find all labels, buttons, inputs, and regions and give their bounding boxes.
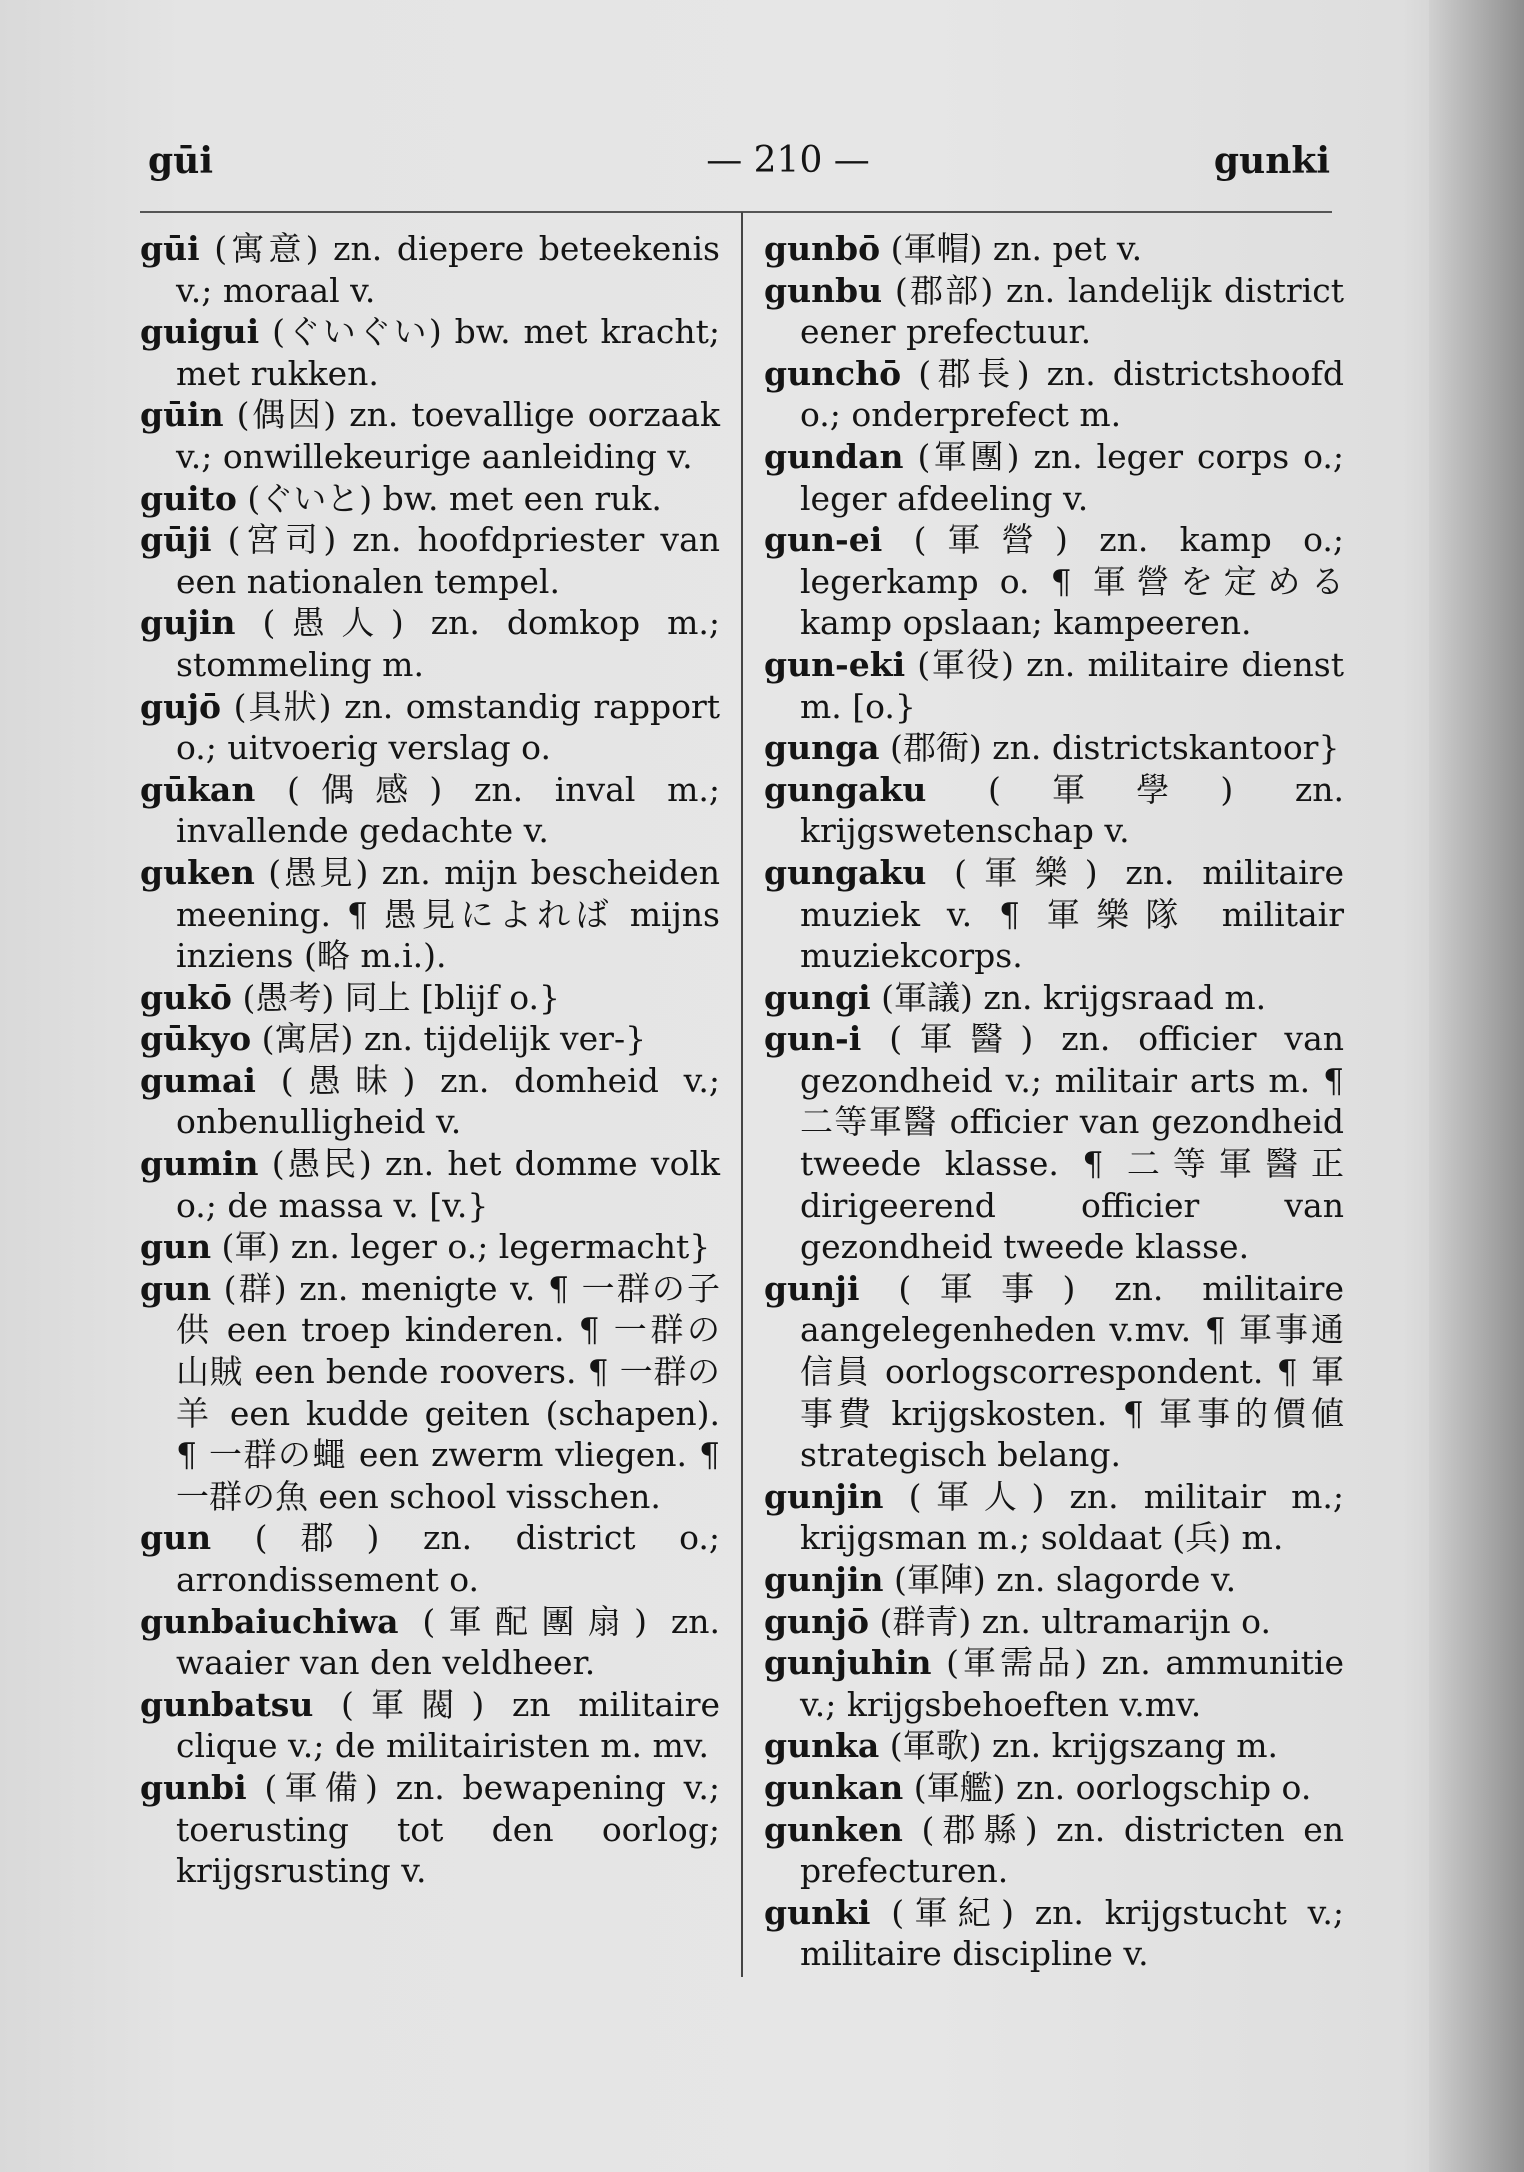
dictionary-entry	[764, 769, 1344, 852]
dictionary-entry	[764, 644, 1344, 727]
entry-headword: guito	[140, 478, 237, 518]
entry-definition: (郡衙) zn. districtskantoor}	[879, 728, 1340, 768]
dictionary-entry	[764, 270, 1344, 353]
entry-headword: guigui	[140, 312, 260, 352]
entry-headword: gun	[140, 1227, 212, 1267]
entry-definition: (愚昧) zn. domheid v.; onbenulligheid v.	[176, 1060, 720, 1142]
entry-headword: gūin	[140, 395, 224, 435]
entry-headword: gungaku	[764, 769, 927, 809]
dictionary-entry	[140, 394, 720, 477]
entry-definition: (愚人) zn. domkop m.; stommeling m.	[176, 603, 720, 684]
entry-definition: (軍備) zn. bewapening v.; toerusting tot den oorlog; krijgsrusting v.	[176, 1767, 720, 1891]
entry-definition: (軍議) zn. krijgsraad m.	[870, 977, 1267, 1017]
dictionary-entry	[140, 602, 720, 685]
dictionary-entry	[764, 1767, 1344, 1809]
dictionary-entry	[140, 311, 720, 394]
entry-headword: gunbō	[764, 229, 881, 268]
dictionary-entry	[764, 1642, 1344, 1725]
entry-definition: (郡縣) zn. districten en prefecturen.	[800, 1809, 1344, 1891]
entry-headword: gunbu	[764, 270, 883, 310]
entry-headword: gunbatsu	[140, 1684, 314, 1724]
entry-headword: gungi	[764, 977, 871, 1017]
entry-headword: gunkan	[764, 1767, 904, 1807]
entry-headword: gun-eki	[764, 644, 906, 684]
dictionary-entry	[764, 727, 1344, 769]
entry-definition: (軍事) zn. militaire aangelegenheden v.mv. ¶ 軍事通信員 oorlogscorrespondent. ¶ 軍事費 krijgskosten. ¶ 軍事的價値 strategisch belang.	[800, 1268, 1344, 1475]
dictionary-entry	[764, 1601, 1344, 1643]
entry-headword: gunjō	[764, 1601, 870, 1641]
entry-headword: gun-ei	[764, 520, 883, 560]
entry-definition: (偶感) zn. inval m.; invallende gedachte v.	[176, 769, 720, 851]
dictionary-entry	[140, 1601, 720, 1684]
entry-definition: (愚見) zn. mijn bescheiden meening. ¶ 愚見によれば mijns inziens (略 m.i.).	[176, 852, 720, 976]
running-head-left: gūi	[148, 140, 214, 182]
dictionary-entry	[140, 769, 720, 852]
entry-definition: (群) zn. menigte v. ¶ 一群の子供 een troep kinderen. ¶ 一群の山賊 een bende roovers. ¶ 一群の羊 een kudde geiten (schapen). ¶ 一群の蠅 een zwerm vliegen. ¶ 一群の魚 een school visschen.	[176, 1268, 720, 1516]
entry-definition: (愚考) 同上 [blijf o.}	[231, 977, 560, 1017]
entry-headword: gunken	[764, 1809, 903, 1849]
entry-definition: (郡長) zn. districtshoofd o.; onderprefect m.	[800, 353, 1344, 435]
entry-definition: (軍陣) zn. slagorde v.	[883, 1560, 1237, 1599]
entry-definition: (郡部) zn. landelijk district eener prefectuur.	[800, 270, 1344, 352]
entry-headword: gūji	[140, 520, 212, 560]
entry-headword: gun-i	[764, 1019, 862, 1059]
entry-definition: (軍閥) zn militaire clique v.; de militairisten m. mv.	[176, 1684, 720, 1766]
dictionary-entry	[140, 1143, 720, 1226]
dictionary-entry	[764, 1809, 1344, 1892]
entry-definition: (愚民) zn. het domme volk o.; de massa v. [v.}	[176, 1144, 720, 1225]
entry-headword: gūkyo	[140, 1019, 252, 1059]
dictionary-entry	[140, 686, 720, 769]
dictionary-entry	[140, 977, 720, 1019]
dictionary-entry	[764, 519, 1344, 644]
entry-definition: (偶因) zn. toevallige oorzaak v.; onwillekeurige aanleiding v.	[176, 395, 720, 476]
left-column	[140, 228, 720, 1892]
entry-definition: (軍役) zn. militaire dienst m. [o.}	[800, 644, 1344, 726]
entry-definition: (軍人) zn. militair m.; krijgsman m.; soldaat (兵) m.	[800, 1476, 1344, 1558]
entry-headword: gumin	[140, 1144, 259, 1184]
entry-definition: (寓意) zn. diepere beteekenis v.; moraal v.	[176, 229, 720, 310]
header-rule	[140, 211, 1332, 213]
dictionary-entry	[140, 519, 720, 602]
entry-headword: gundan	[764, 436, 904, 476]
dictionary-entry	[140, 228, 720, 311]
entry-headword: gunjin	[764, 1560, 884, 1599]
entry-headword: gunji	[764, 1268, 860, 1308]
column-divider	[741, 212, 743, 1977]
right-column	[764, 228, 1344, 1975]
dictionary-entry	[764, 1559, 1344, 1601]
entry-definition: (軍樂) zn. militaire muziek v. ¶ 軍樂隊 militair muziekcorps.	[800, 852, 1344, 976]
entry-headword: gunbi	[140, 1767, 247, 1807]
dictionary-entry	[140, 1517, 720, 1600]
entry-definition: (ぐいぐい) bw. met kracht; met rukken.	[176, 312, 720, 393]
dictionary-entry	[764, 1268, 1344, 1476]
entry-definition: (軍團) zn. leger corps o.; leger afdeeling v.	[800, 436, 1344, 518]
entry-headword: gūi	[140, 229, 200, 268]
dictionary-entry	[764, 1725, 1344, 1767]
entry-definition: (軍配團扇) zn. waaier van den veldheer.	[176, 1601, 720, 1683]
entry-headword: gun	[140, 1518, 212, 1558]
dictionary-entry	[764, 1476, 1344, 1559]
entry-headword: gungaku	[764, 852, 927, 892]
entry-headword: gunga	[764, 728, 880, 768]
entry-definition: (寓居) zn. tijdelijk ver-}	[251, 1019, 647, 1059]
entry-headword: gūkan	[140, 769, 256, 809]
entry-headword: gukō	[140, 977, 232, 1017]
entry-definition: (軍學) zn. krijgswetenschap v.	[800, 769, 1344, 851]
dictionary-entry	[764, 1018, 1344, 1268]
dictionary-entry	[140, 1226, 720, 1268]
dictionary-entry	[764, 228, 1344, 270]
entry-definition: (軍醫) zn. officier van gezondheid v.; militair arts m. ¶ 二等軍醫 officier van gezondheid tweede klasse. ¶ 二等軍醫正 dirigeerend officier van gezondheid tweede klasse.	[800, 1019, 1344, 1267]
entry-headword: gunchō	[764, 353, 902, 393]
entry-headword: gunjuhin	[764, 1643, 932, 1683]
entry-headword: gunki	[764, 1892, 871, 1932]
running-head-right: gunki	[1213, 140, 1330, 182]
entry-headword: gunka	[764, 1726, 880, 1766]
entry-definition: (軍營) zn. kamp o.; legerkamp o. ¶ 軍營を定める kamp opslaan; kampeeren.	[800, 520, 1344, 643]
entry-definition: (宮司) zn. hoofdpriester van een nationalen tempel.	[176, 520, 720, 601]
entry-definition: (軍艦) zn. oorlogschip o.	[903, 1767, 1312, 1807]
dictionary-entry	[140, 1767, 720, 1892]
dictionary-entry	[140, 852, 720, 977]
dictionary-entry	[764, 1892, 1344, 1975]
entry-definition: (軍) zn. leger o.; legermacht}	[211, 1227, 711, 1267]
entry-headword: gumai	[140, 1060, 256, 1100]
entry-definition: (具狀) zn. omstandig rapport o.; uitvoerig verslag o.	[176, 686, 720, 768]
entry-definition: (郡) zn. district o.; arrondissement o.	[176, 1518, 720, 1599]
dictionary-entry	[140, 478, 720, 520]
dictionary-entry	[140, 1018, 720, 1060]
dictionary-entry	[764, 436, 1344, 519]
entry-definition: (軍紀) zn. krijgstucht v.; militaire discipline v.	[800, 1892, 1344, 1974]
dictionary-entry	[140, 1060, 720, 1143]
dictionary-entry	[140, 1684, 720, 1767]
entry-definition: (ぐいと) bw. met een ruk.	[236, 478, 662, 518]
entry-definition: (軍需品) zn. ammunitie v.; krijgsbehoeften v.mv.	[800, 1643, 1344, 1724]
entry-headword: gujin	[140, 603, 236, 643]
entry-headword: gunjin	[764, 1476, 884, 1516]
entry-definition: (軍歌) zn. krijgszang m.	[879, 1726, 1278, 1766]
page-number: — 210 —	[706, 140, 870, 181]
dictionary-entry	[764, 977, 1344, 1019]
entry-headword: gunbaiuchiwa	[140, 1601, 399, 1641]
dictionary-entry	[764, 852, 1344, 977]
page-edge-shadow	[1429, 0, 1524, 2172]
entry-definition: (軍帽) zn. pet v.	[880, 229, 1143, 268]
entry-headword: guken	[140, 852, 255, 892]
dictionary-entry	[140, 1268, 720, 1518]
entry-headword: gun	[140, 1268, 212, 1308]
entry-definition: (群青) zn. ultramarijn o.	[869, 1601, 1271, 1641]
dictionary-entry	[764, 353, 1344, 436]
entry-headword: gujō	[140, 686, 222, 726]
